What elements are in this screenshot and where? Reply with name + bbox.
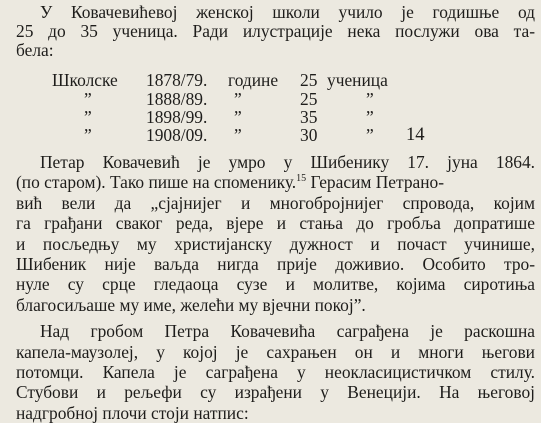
paragraph-2-line-5: и посљедњу му христијанску дужност и почаст учинише,: [16, 233, 535, 254]
table-row-4-year: 1908/09.: [146, 125, 208, 145]
paragraph-2-line-2-tail: Герасим Петрано-: [306, 172, 445, 193]
paragraph-1-line-3: бела:: [16, 40, 54, 60]
table-row-3-year: 1898/99.: [146, 107, 208, 127]
table-row-3-label: ”: [84, 107, 92, 127]
table-row-3-count: 35: [300, 107, 318, 127]
paragraph-2-line-7: нуле су срце гледаоца сузе и молитве, којима сиротиња: [16, 274, 535, 295]
paragraph-3-line-2: капела-маузолеј, у којој је сахрањен он и многи његови: [16, 341, 535, 362]
paragraph-3-line-5: надгробној плочи стоји натпис:: [16, 402, 249, 423]
paragraph-2-line-4: га грађани сваког реда, вјере и стања до гробља допратише: [16, 213, 535, 234]
paragraph-3-line-1: Над гробом Петра Ковачевића саграђена је раскошна: [40, 321, 535, 342]
table-row-2-count: 25: [300, 89, 318, 109]
footnote-ref-15: 15: [296, 173, 307, 185]
table-row-1-year: 1878/79.: [146, 70, 208, 90]
table-footnote-ref: 14: [406, 124, 425, 145]
table-row-2-label: ”: [84, 89, 92, 109]
paragraph-2-line-6: Шибеник није ваљда нигда прије доживио. Особито тро-: [16, 254, 535, 274]
table-row-2-year: 1888/89.: [146, 89, 208, 109]
paragraph-2-line-2: [16, 172, 535, 192]
paragraph-1-line-1: У Ковачевићевој женској школи учило је годишње од: [40, 2, 535, 22]
table-row-1-unit: ученица: [327, 70, 388, 90]
table-row-3-unit: ”: [366, 107, 374, 127]
table-row-4-unit: ”: [366, 125, 374, 145]
paragraph-2-line-8: благосиљаше му име, желећи му вјечни покој”.: [16, 294, 366, 315]
table-row-4-word: ”: [234, 125, 242, 145]
table-row-1-label: Школске: [52, 70, 118, 90]
paragraph-3-line-4: Стубови и рељефи су израђени у Венецији. На његовој: [16, 382, 535, 403]
paragraph-2-line-2-text: (по старом). Тако пише на споменику.: [16, 172, 297, 193]
table-row-2-unit: ”: [366, 89, 374, 109]
table-row-2-word: ”: [234, 89, 242, 109]
table-row-4-count: 30: [300, 125, 318, 145]
table-row-1-count: 25: [300, 70, 318, 90]
table-row-3-word: ”: [234, 107, 242, 127]
paragraph-3-line-3: потомци. Капела је саграђена у неокласицистичком стилу.: [16, 362, 535, 382]
table-row-1-word: године: [228, 70, 279, 90]
table-row-4-label: ”: [84, 125, 92, 145]
paragraph-2-line-3: вић вели да „сјајнијег и многобројнијег спровода, којим: [16, 192, 535, 213]
paragraph-1-line-2: 25 до 35 ученица. Ради илустрације нека послужи ова та-: [16, 21, 535, 41]
paragraph-2-line-1: Петар Ковачевић је умро у Шибенику 17. јуна 1864.: [40, 152, 535, 172]
